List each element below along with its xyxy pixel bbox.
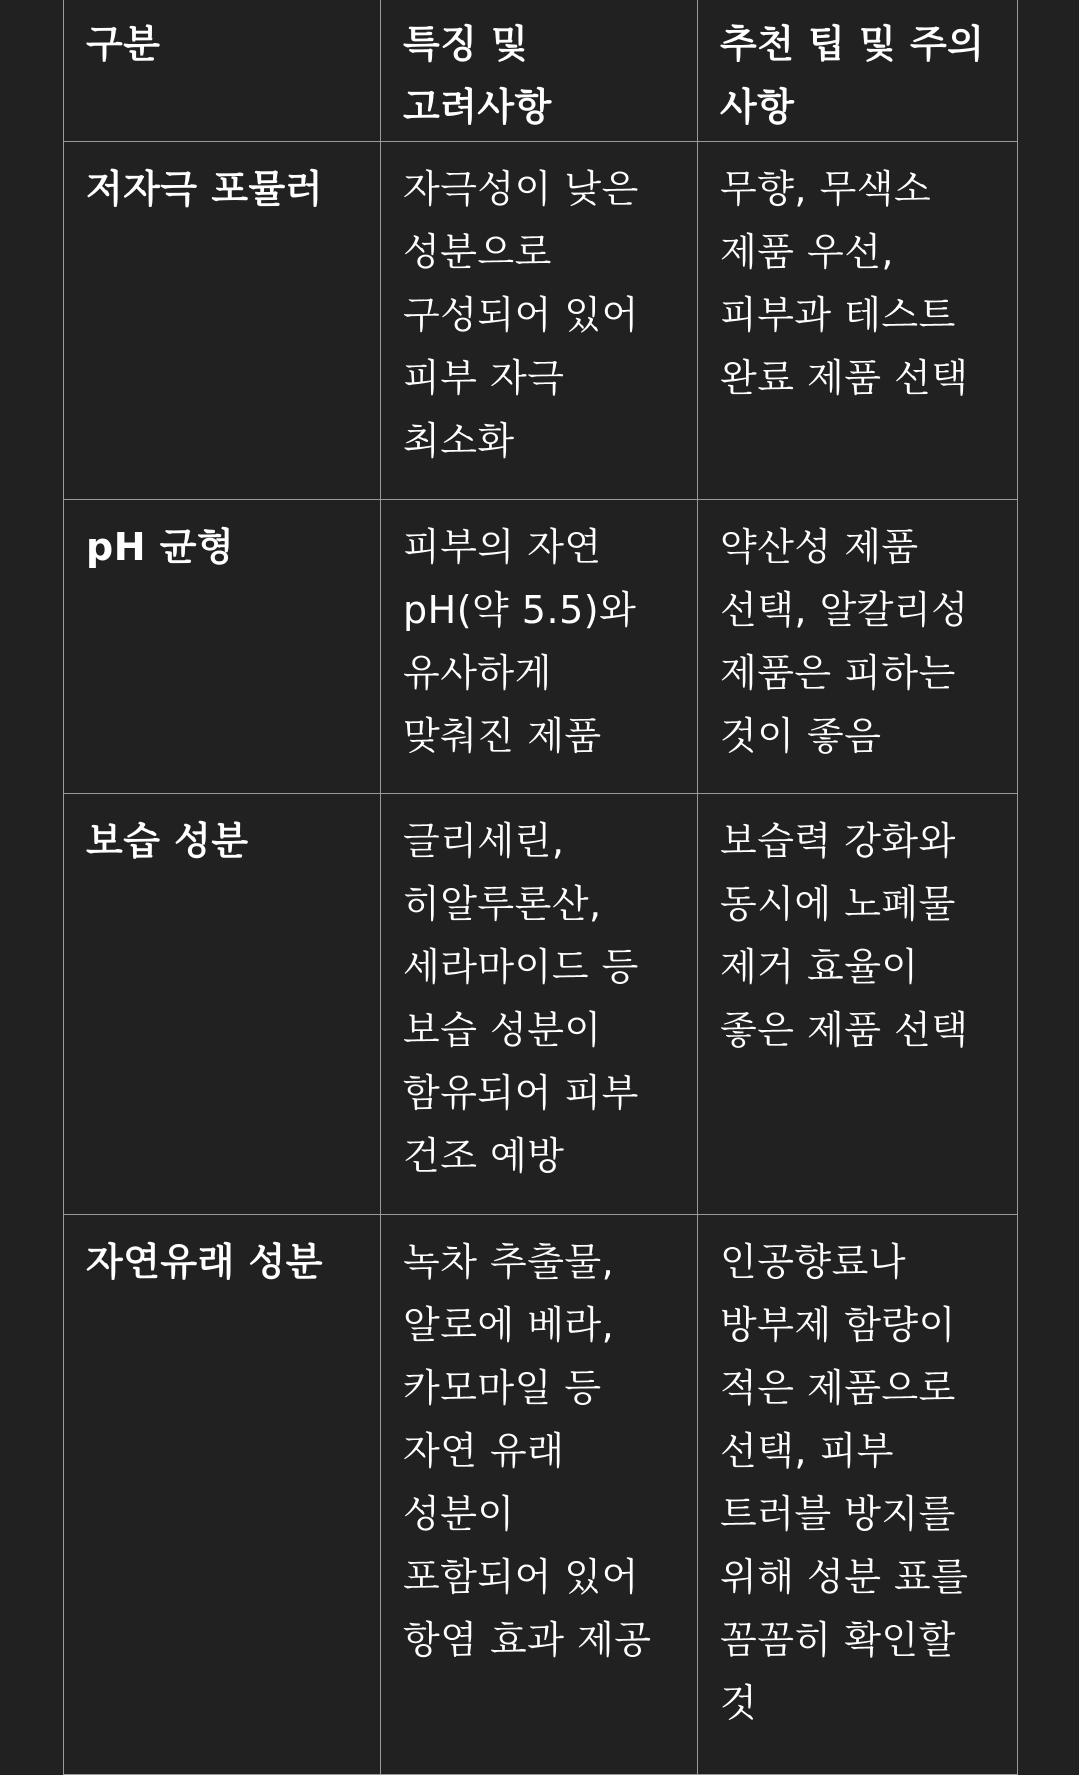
- header-features-line: 특징 및: [403, 22, 529, 66]
- row-category: 자연유래 성분: [86, 1240, 323, 1284]
- table-header-row: [64, 0, 1018, 142]
- header-category-line: 구분: [86, 22, 161, 66]
- row-category-cell: [64, 142, 381, 500]
- tip-line: 무향, 무색소: [720, 167, 932, 211]
- row-category: pH 균형: [86, 525, 235, 569]
- tip-line: 제품은 피하는: [720, 651, 956, 695]
- feature-line: 맞춰진 제품: [403, 714, 602, 758]
- row-category-cell: [64, 500, 381, 794]
- feature-line: 카모마일 등: [403, 1366, 602, 1410]
- row-tip-cell: [698, 794, 1018, 1215]
- row-category: 보습 성분: [86, 819, 249, 863]
- tip-line: 것: [720, 1681, 758, 1725]
- row-category-cell: [64, 794, 381, 1215]
- tip-line: 트러블 방지를: [720, 1492, 956, 1536]
- row-feature-cell: [381, 1215, 698, 1775]
- feature-line: 성분으로: [403, 230, 552, 274]
- comparison-table-container: [63, 0, 1017, 1775]
- tip-line: 선택, 피부: [720, 1429, 894, 1473]
- feature-line: 자연 유래: [403, 1429, 565, 1473]
- feature-line: 함유되어 피부: [403, 1071, 639, 1115]
- row-tip-cell: [698, 500, 1018, 794]
- feature-line: 구성되어 있어: [403, 293, 639, 337]
- table-row: [64, 1215, 1018, 1775]
- tip-line: 피부과 테스트: [720, 293, 956, 337]
- feature-line: 유사하게: [403, 651, 552, 695]
- tip-line: 동시에 노폐물: [720, 882, 956, 926]
- feature-line: 세라마이드 등: [403, 945, 639, 989]
- row-feature-cell: [381, 142, 698, 500]
- row-tip-cell: [698, 142, 1018, 500]
- tip-line: 위해 성분 표를: [720, 1555, 969, 1599]
- header-category: [64, 0, 381, 142]
- row-tip-cell: [698, 1215, 1018, 1775]
- feature-line: 건조 예방: [403, 1134, 565, 1178]
- header-tips-line: 사항: [720, 85, 795, 129]
- tip-line: 제거 효율이: [720, 945, 919, 989]
- feature-line: 포함되어 있어: [403, 1555, 639, 1599]
- tip-line: 제품 우선,: [720, 230, 894, 274]
- tip-line: 완료 제품 선택: [720, 356, 969, 400]
- comparison-table: [63, 0, 1018, 1775]
- feature-line: 성분이: [403, 1492, 515, 1536]
- tip-line: 약산성 제품: [720, 525, 919, 569]
- tip-line: 좋은 제품 선택: [720, 1008, 969, 1052]
- feature-line: 녹차 추출물,: [403, 1240, 615, 1284]
- table-row: [64, 500, 1018, 794]
- tip-line: 인공향료나: [720, 1240, 907, 1284]
- tip-line: 것이 좋음: [720, 714, 882, 758]
- header-features: [381, 0, 698, 142]
- feature-line: 피부 자극: [403, 356, 565, 400]
- tip-line: 꼼꼼히 확인할: [720, 1618, 956, 1662]
- tip-line: 방부제 함량이: [720, 1303, 956, 1347]
- feature-line: pH(약 5.5)와: [403, 588, 637, 632]
- tip-line: 보습력 강화와: [720, 819, 956, 863]
- feature-line: 글리세린,: [403, 819, 565, 863]
- row-feature-cell: [381, 500, 698, 794]
- feature-line: 최소화: [403, 419, 515, 463]
- row-feature-cell: [381, 794, 698, 1215]
- feature-line: 보습 성분이: [403, 1008, 602, 1052]
- feature-line: 알로에 베라,: [403, 1303, 615, 1347]
- tip-line: 적은 제품으로: [720, 1366, 956, 1410]
- header-tips-line: 추천 팁 및 주의: [720, 22, 985, 66]
- feature-line: 항염 효과 제공: [403, 1618, 652, 1662]
- header-tips: [698, 0, 1018, 142]
- row-category: 저자극 포뮬러: [86, 167, 323, 211]
- row-category-cell: [64, 1215, 381, 1775]
- feature-line: 피부의 자연: [403, 525, 602, 569]
- header-features-line: 고려사항: [403, 85, 552, 129]
- feature-line: 히알루론산,: [403, 882, 602, 926]
- feature-line: 자극성이 낮은: [403, 167, 639, 211]
- table-row: [64, 142, 1018, 500]
- tip-line: 선택, 알칼리성: [720, 588, 969, 632]
- table-row: [64, 794, 1018, 1215]
